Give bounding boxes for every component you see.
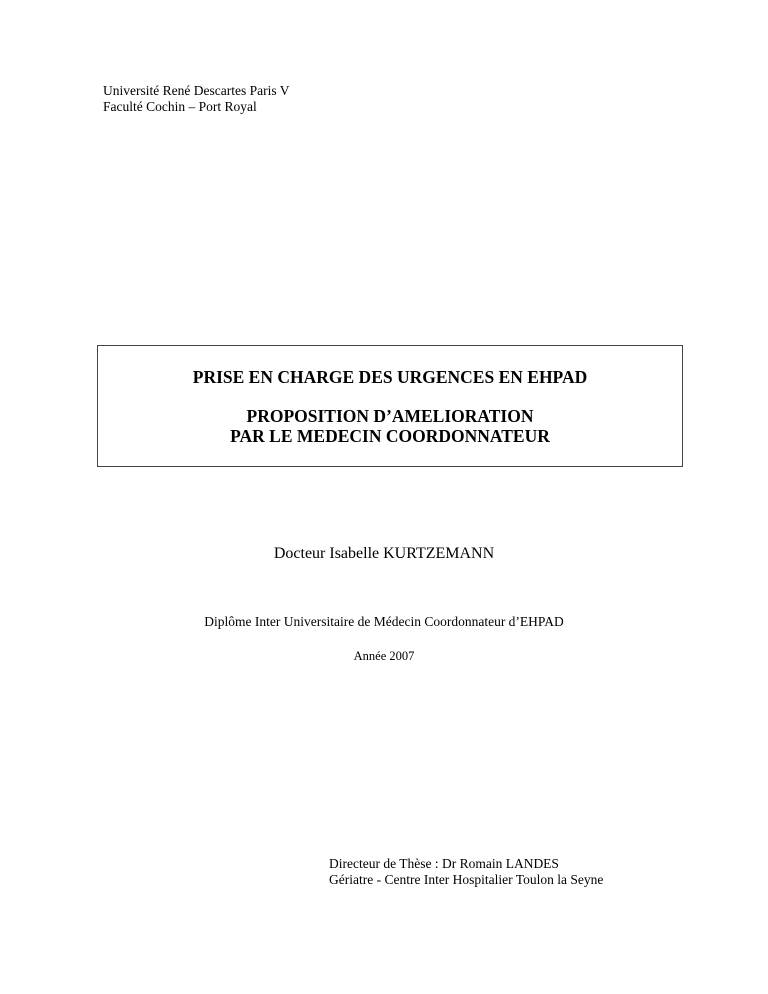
- subtitle-line-1: PROPOSITION D’AMELIORATION: [246, 406, 534, 426]
- author-name: Docteur Isabelle KURTZEMANN: [273, 545, 495, 562]
- year: Année 2007: [353, 649, 415, 663]
- thesis-subtitle: [98, 406, 682, 446]
- thesis-title: PRISE EN CHARGE DES URGENCES EN EHPAD: [192, 367, 588, 387]
- thesis-director: Directeur de Thèse : Dr Romain LANDES: [329, 856, 559, 871]
- thesis-director-block: [329, 856, 603, 888]
- diploma-name: Diplôme Inter Universitaire de Médecin Coordonnateur d’EHPAD: [204, 614, 564, 629]
- director-affiliation: Gériatre - Centre Inter Hospitalier Toulon la Seyne: [329, 872, 604, 887]
- title-box: [97, 345, 683, 467]
- university-name: Université René Descartes Paris V: [103, 83, 290, 98]
- subtitle-line-2: PAR LE MEDECIN COORDONNATEUR: [230, 426, 550, 446]
- institution-block: [103, 83, 289, 115]
- faculty-name: Faculté Cochin – Port Royal: [103, 99, 257, 114]
